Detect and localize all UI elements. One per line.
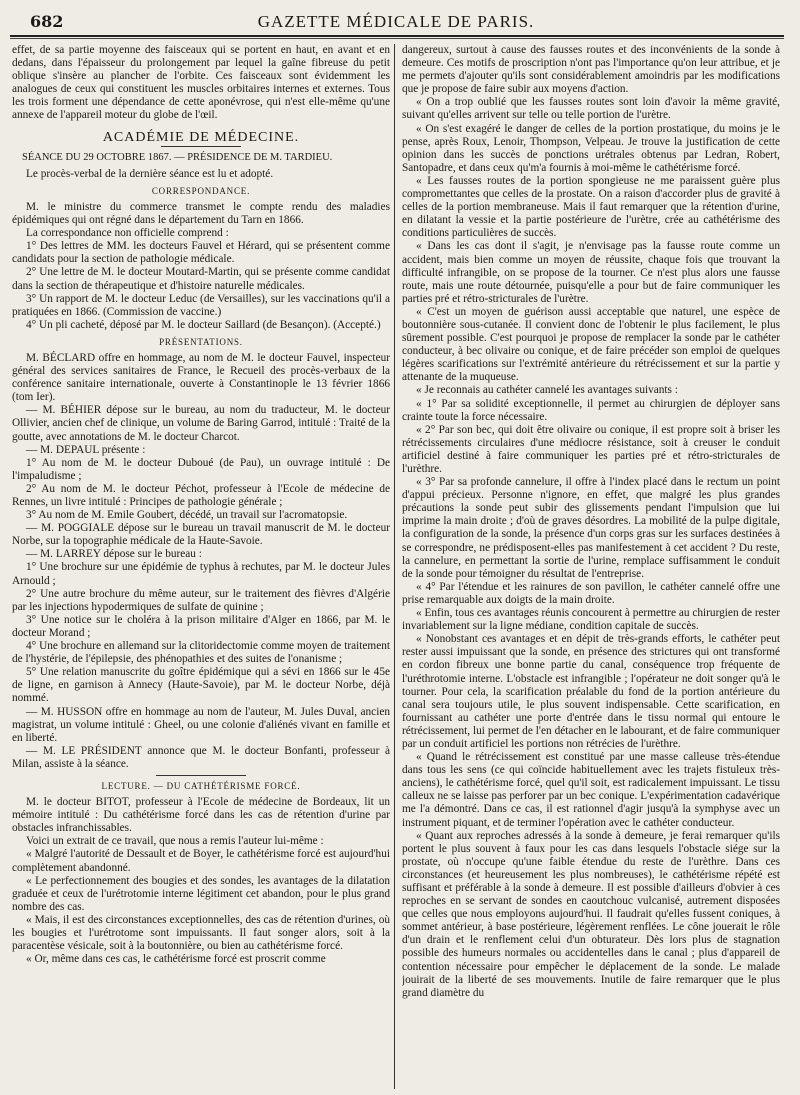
body-paragraph: « 2° Par son bec, qui doit être olivaire ou conique, il est propre soit à briser les rétrécissements circulaires d'une médiocre résistance, soit à creuser le conduit artificiel destiné à faire communiquer les parties pré et rétro-stricturales de l'urèthre. — [402, 423, 780, 475]
body-paragraph: « Quant aux reproches adressés à la sonde à demeure, je ferai remarquer qu'ils portent le plus souvent à faux pour les cas dans lesquels l'obstacle siége sur la prostate, où n'occupe qu'une faible étendue du reste de l'urèthre. Dans ces circonstances (et heureusement les plus nombreuses), le cathétérisme répété est suffisant et préférable à la sonde à demeure. Il est possible d'ailleurs d'obvier à ces reproches en se servant de sondes en caoutchouc vulcanisé, autrement disposées que celles que nous employons aujourd'hui. Il faudrait qu'elles fussent coniques, à sommet antérieur, à base postérieure, légèrement renflées. Le cône jouerait le rôle d'un drain et le renflement celui d'un obturateur. Dès lors plus de stagnation possible des humeurs normales ou accidentelles dans le canal ; plus d'appareil de contention nécessaire pour empêcher le déplacement de la sonde. Le malade jouirait de la liberté de ses mouvements. Inutile de faire remarquer que le plus grand diamètre du — [402, 829, 780, 999]
lecture-paragraph: « Malgré l'autorité de Dessault et de Boyer, le cathétérisme forcé est aujourd'hui complètement abandonné. — [12, 848, 390, 874]
pres-paragraph: 5° Une relation manuscrite du goître épidémique qui a sévi en 1866 sur le 45e de ligne, en garnison à Annecy (Haute-Savoie), par M. le docteur Norbe, déjà nommé. — [12, 666, 390, 705]
running-title: GAZETTE MÉDICALE DE PARIS. — [257, 12, 535, 31]
lecture-paragraph: M. le docteur BITOT, professeur à l'Ecole de médecine de Bordeaux, lit un mémoire intitulé : Du cathétérisme forcé dans les cas de rétention d'urine par obstacles infranchissables. — [12, 796, 390, 835]
pres-paragraph: — M. HUSSON offre en hommage au nom de l'auteur, M. Jules Duval, ancien magistrat, un volume intitulé : Gheel, ou une colonie d'aliénés vivant en famille et en liberté. — [12, 705, 390, 744]
page-number: 682 — [30, 12, 64, 31]
body-paragraph: « C'est un moyen de guérison aussi acceptable que naturel, une espèce de boutonnière sous-cutanée. Il convient donc de l'obtenir le plus facilement, le plus sûrement possible. C'est pourquoi je propose de remplacer la sonde par le cathéter conducteur, à bec olivaire ou conique, et de faire précéder son emploi de quelques légères scarifications sur l'extrémité antérieure du rétrécissement et sur la partie y attenante de la muqueuse. — [402, 305, 780, 384]
right-column — [402, 44, 780, 1089]
pres-paragraph: — M. BÉHIER dépose sur le bureau, au nom du traducteur, M. le docteur Ollivier, ancien chef de clinique, un volume de Baring Garrod, intitulé : Traité de la goutte, avec annotations de M. le docteur Charcot. — [12, 404, 390, 443]
lecture-paragraph: « Mais, il est des circonstances exceptionnelles, des cas de rétention d'urines, où les bougies et l'urétrotome sont impuissants. Il faut songer alors, soit à la paracentèse vésicale, soit à la boutonnière, ou bien au cathétérisme forcé. — [12, 913, 390, 953]
body-paragraph: dangereux, surtout à cause des fausses routes et des inconvénients de la sonde à demeure. Ces motifs de proscription n'ont pas l'importance qu'on leur attribue, et je me permets d'ajouter qu'ils sont considérablement amoindris par les modifications que je propose de faire subir aux moyens d'action. — [402, 44, 780, 96]
body-paragraph: « 4° Par l'étendue et les rainures de son pavillon, le cathéter cannelé offre une prise remarquable aux doigts de la main droite. — [402, 580, 780, 606]
correspondance-heading: CORRESPONDANCE. — [151, 185, 251, 196]
body-paragraph: « On a trop oublié que les fausses routes sont loin d'avoir la même gravité, suivant qu'elles arrivent sur telle ou telle portion de l'urètre. — [402, 96, 780, 122]
corr-paragraph: 1° Des lettres de MM. les docteurs Fauvel et Hérard, qui se présentent comme candidats pour la section de pathologie médicale. — [12, 240, 390, 266]
pres-paragraph: M. BÉCLARD offre en hommage, au nom de M. le docteur Fauvel, inspecteur général des services sanitaires de France, le Recueil des procès-verbaux de la conférence sanitaire internationale, ouverte à Constantinople le 13 février 1866 (tom Ier). — [12, 351, 390, 404]
proces-verbal: Le procès-verbal de la dernière séance est lu et adopté. — [26, 167, 274, 180]
body-paragraph: « Les fausses routes de la portion spongieuse ne me paraissent guère plus compromettantes que celles de la prostate. On a raison d'accorder plus de gravité à celles de la portion membraneuse. Mais il faut remarquer que la rétention d'urine, en dilatant la vessie et la partie postérieure de l'urètre, crée au cathétérisme des conditions particulières de succès. — [402, 174, 780, 240]
pres-paragraph: — M. POGGIALE dépose sur le bureau un travail manuscrit de M. le docteur Norbe, sur la topographie médicale de la Haute-Savoie. — [12, 522, 390, 548]
corr-paragraph: 3° Un rapport de M. le docteur Leduc (de Versailles), sur les vaccinations qu'il a pratiquées en 1866. (Commission de vaccine.) — [12, 292, 390, 318]
pres-paragraph: 2° Une autre brochure du même auteur, sur le traitement des fièvres d'Algérie par les injections hypodermiques de sulfate de quinine ; — [12, 587, 390, 613]
separator-rule — [156, 775, 246, 776]
intro-paragraph: effet, de sa partie moyenne des faisceaux qui se portent en haut, en avant et en dedans, dans l'épaisseur du prolongement par lequel la gaîne fibreuse du petit oblique s'insère au plancher de l'orbite. Ces faisceaux sont évidemment les analogues de ceux qui constituent les muscles orbitaires internes et externes. Tous les trois forment une dépendance de cette aponévrose, qui n'est elle-même qu'une annexe de l'appareil moteur du globe de l'œil. — [12, 44, 390, 122]
header-rule-thin — [10, 38, 784, 39]
body-paragraph: « 1° Par sa solidité exceptionnelle, il permet au chirurgien de déployer sans crainte toute la force nécessaire. — [402, 397, 780, 423]
lecture-paragraph: « Le perfectionnement des bougies et des sondes, les avantages de la dilatation graduée et ceux de l'urétrotomie interne légitiment cet abandon, pour le plus grand nombre des cas. — [12, 874, 390, 913]
corr-paragraph: 2° Une lettre de M. le docteur Moutard-Martin, qui se présente comme candidat dans la section de thérapeutique et d'histoire naturelle médicales. — [12, 266, 390, 292]
body-paragraph: « Dans les cas dont il s'agit, je n'envisage pas la fausse route comme un accident, mais bien comme un moyen de réussite, chaque fois que trouvant la difficulté infrangible, on se propose de la tourner. Ce n'est plus alors une fausse route, mais une route détournée, puisqu'elle a pour but de faire communiquer les parties pré et rétro-stricturales de l'urètre. — [402, 240, 780, 305]
left-column — [12, 44, 390, 1089]
pres-paragraph: — M. LE PRÉSIDENT annonce que M. le docteur Bonfanti, professeur à Milan, assiste à la séance. — [12, 744, 390, 770]
pres-paragraph: 1° Au nom de M. le docteur Duboué (de Pau), un ouvrage intitulé : De l'impaludisme ; — [12, 456, 390, 482]
header-rule — [10, 35, 784, 37]
session-line: SÉANCE DU 29 OCTOBRE 1867. — PRÉSIDENCE DE M. TARDIEU. — [22, 151, 333, 163]
corr-paragraph: La correspondance non officielle comprend : — [26, 227, 229, 240]
presentations-heading: PRÉSENTATIONS. — [159, 336, 243, 347]
corr-paragraph: 4° Un pli cacheté, déposé par M. le docteur Saillard (de Besançon). (Accepté.) — [26, 318, 381, 331]
pres-paragraph: — M. DEPAUL présente : — [26, 443, 146, 456]
body-paragraph: « Quand le rétrécissement est constitué par une masse calleuse très-étendue dans tous les sens (ce qui coïncide habituellement avec les trajets fistuleux très-anciens), le cathétérisme forcé, quel qu'il soit, est radicalement impuissant. Le tissu calleux ne se laisse pas perforer par un bec conique. L'expérimentation cadavérique me l'a démontré. Dans ce cas, il est rationnel d'agir jusqu'à la symphyse avec un instrument piquant, et de terminer l'opération avec le cathéter conducteur. — [402, 751, 780, 829]
lecture-paragraph: Voici un extrait de ce travail, que nous a remis l'auteur lui-même : — [26, 835, 324, 848]
pres-paragraph: 3° Au nom de M. Emile Goubert, décédé, un travail sur l'acromatopsie. — [26, 509, 348, 522]
pres-paragraph: 4° Une brochure en allemand sur la clitoridectomie comme moyen de traitement de l'hystérie, de l'épilepsie, des phénopathies et des suites de l'onanisme ; — [12, 640, 390, 666]
body-paragraph: « On s'est exagéré le danger de celles de la portion prostatique, du moins je le pense, après Roux, Lenoir, Thompson, Velpeau. Je trouve la justification de cette opinion dans les succès de ponctions urétrales obtenus par Ledran, Robert, Santopadre, et dans ceux qu'm'a fournis à moi-même le cathétérisme forcé. — [402, 122, 780, 174]
lecture-heading: LECTURE. — DU CATHÉTÉRISME FORCÉ. — [101, 780, 301, 791]
pres-paragraph: 3° Une notice sur le choléra à la prison militaire d'Alger en 1866, par M. le docteur Morand ; — [12, 613, 390, 639]
corr-paragraph: M. le ministre du commerce transmet le compte rendu des maladies épidémiques qui ont régné dans le département du Tarn en 1866. — [12, 200, 390, 227]
body-paragraph: « Je reconnais au cathéter cannelé les avantages suivants : — [416, 384, 678, 397]
title-rule — [161, 146, 241, 147]
column-divider — [394, 44, 395, 1089]
body-paragraph: « 3° Par sa profonde cannelure, il offre à l'index placé dans le rectum un point d'appui précieux. Personne n'ignore, en effet, que malgré les plus grandes précautions la sonde peut subir des glissements pendant l'impulsion que lui imprime la main droite ; d'où de graves désordres. La mobilité de la pulpe digitale, la configuration de la sonde, la présence d'un corps gras sur les surfaces destinées à se correspondre, ne prédisposent-elles pas manifestement à cet accident ? Du reste, la cannelure, en permettant la sortie de l'urine, remplace suffisamment le conduit de la sonde pour témoigner du résultat de l'entreprise. — [402, 476, 780, 580]
body-paragraph: « Nonobstant ces avantages et en dépit de très-grands efforts, le cathéter peut rester aussi impuissant que la sonde, en présence des strictures qui ont transformé en cordon fibreux une bonne partie du canal, conséquence trop fréquente de l'uréthrotomie interne. L'obstacle est infrangible ; l'opérateur ne doit songer qu'à le tourner. Pour cela, la scarification préalable du fond de la portion antérieure du canal sera toujours utile, le plus souvent indispensable. Cette scarification, en fournissant au cathéter une porte d'entrée dans le tissu normal qui entoure le rétrécissement, lui permet de l'en détacher en le labourant, et de faire communiquer par un conduit artificiel les portions non rétrécies de l'urèthre. — [402, 633, 780, 750]
pres-paragraph: 2° Au nom de M. le docteur Péchot, professeur à l'Ecole de médecine de Rennes, un livre intitulé : Principes de pathologie générale ; — [12, 482, 390, 508]
lecture-paragraph: « Or, même dans ces cas, le cathétérisme forcé est proscrit comme — [26, 953, 326, 966]
body-paragraph: « Enfin, tous ces avantages réunis concourent à permettre au chirurgien de rester invariablement sur la ligne médiane, condition capitale de succès. — [402, 607, 780, 633]
pres-paragraph: 1° Une brochure sur une épidémie de typhus à rechutes, par M. le docteur Jules Arnould ; — [12, 561, 390, 587]
section-title: ACADÉMIE DE MÉDECINE. — [102, 129, 300, 145]
page-header — [8, 10, 784, 36]
pres-paragraph: — M. LARREY dépose sur le bureau : — [26, 548, 202, 561]
